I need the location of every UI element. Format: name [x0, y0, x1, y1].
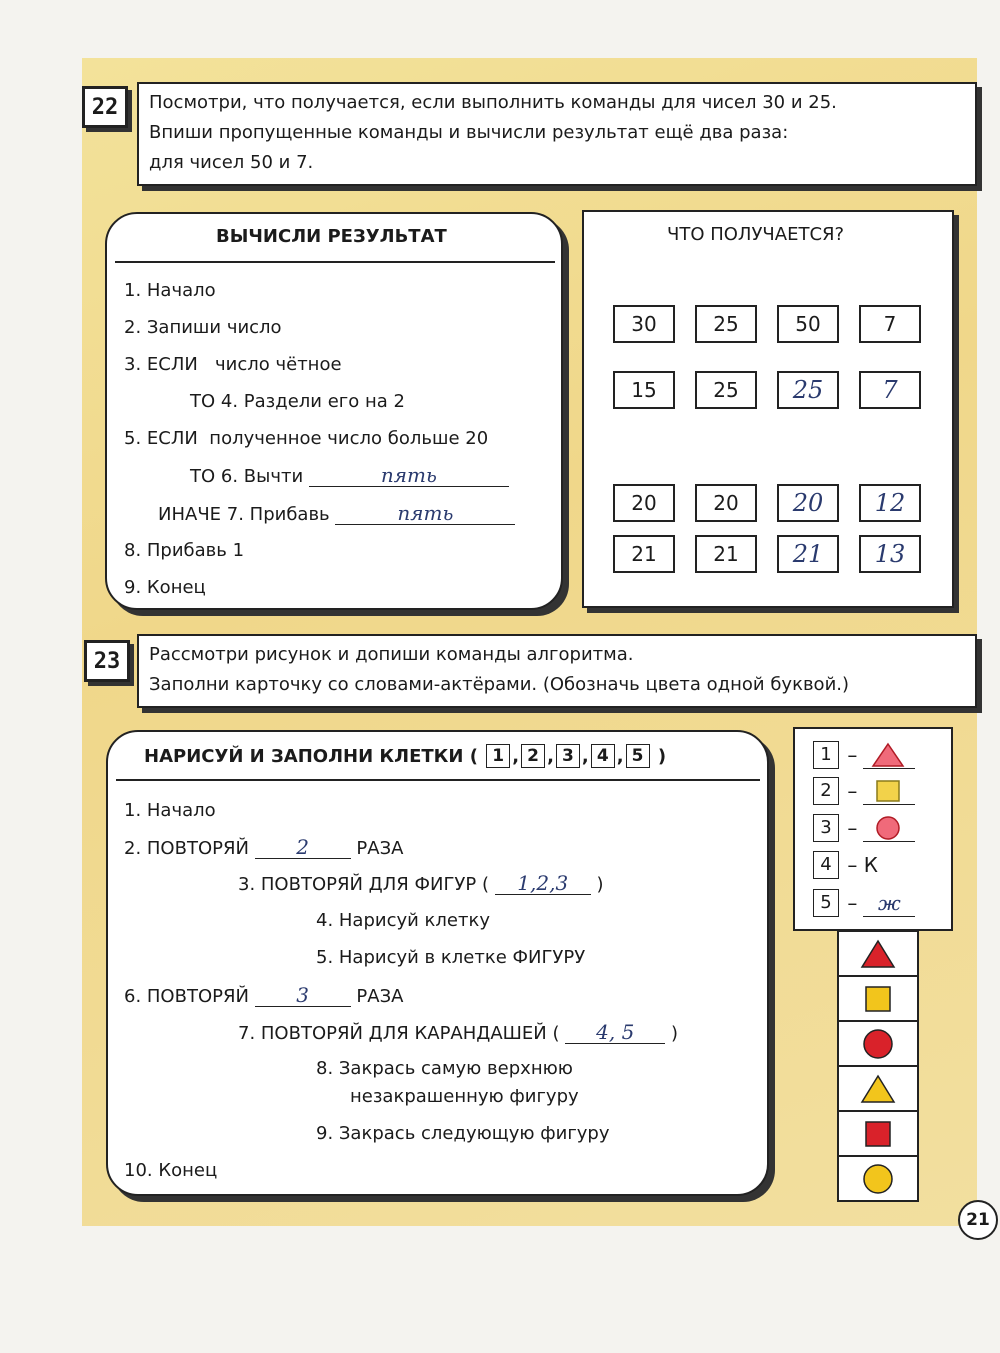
shape-cell: [839, 977, 917, 1022]
step-7: [238, 1021, 678, 1044]
handwritten-value: 12: [874, 489, 906, 517]
legend-value: К: [863, 853, 878, 877]
actor-words-card: [793, 727, 953, 931]
result-cell-answer[interactable]: [859, 535, 921, 573]
step-keyword: 3. ЕСЛИ: [124, 354, 198, 375]
square-icon: [863, 984, 893, 1014]
legend-row-3: 3 –: [811, 814, 915, 842]
repeat-count-answer[interactable]: 3: [255, 984, 351, 1007]
shape-cell: [839, 1157, 917, 1200]
task-number-22: 22: [82, 86, 128, 128]
result-cell: 50: [777, 305, 839, 343]
step-10: 10. Конец: [124, 1160, 218, 1181]
title-box: 5: [626, 744, 650, 768]
step-keyword: ТО: [190, 466, 216, 487]
step-text: ): [596, 874, 604, 895]
step-3: [238, 872, 604, 895]
step-text: 4. Раздели его на 2: [220, 391, 405, 412]
step-keyword: ИНАЧЕ: [158, 504, 222, 525]
legend-number: 3: [813, 814, 839, 842]
step-keyword: 5. ЕСЛИ: [124, 428, 198, 449]
task23-instruction: [137, 634, 977, 708]
panel-title: ВЫЧИСЛИ РЕЗУЛЬТАТ: [216, 226, 447, 247]
legend-answer[interactable]: ж: [863, 890, 915, 917]
triangle-icon: [860, 939, 896, 969]
result-cell-answer[interactable]: [777, 484, 839, 522]
circle-icon: [871, 815, 905, 841]
step-8: 8. Закрась самую верхнюю: [316, 1058, 573, 1079]
result-cell: 20: [613, 484, 675, 522]
legend-row-2: 2 –: [811, 777, 915, 805]
title-divider: [116, 779, 760, 781]
panel-title: НАРИСУЙ И ЗАПОЛНИ КЛЕТКИ: [144, 745, 464, 767]
shape-cell: [839, 1022, 917, 1067]
legend-number: 1: [813, 741, 839, 769]
step-1: 1. Начало: [124, 800, 216, 821]
title-box: 2: [521, 744, 545, 768]
result-cell: 7: [859, 305, 921, 343]
shape-stack: [837, 930, 919, 1202]
task22-instruction: [137, 82, 977, 186]
result-cell: 30: [613, 305, 675, 343]
step-9: 9. Закрась следующую фигуру: [316, 1123, 610, 1144]
handwritten-value: 7: [882, 376, 898, 404]
step-condition: число чётное: [215, 354, 342, 375]
title-box: 3: [556, 744, 580, 768]
step-9: 9. Конец: [124, 577, 206, 598]
result-cell-answer[interactable]: [777, 371, 839, 409]
handwritten-value: 20: [792, 489, 824, 517]
step-6: [124, 984, 403, 1007]
step-1: 1. Начало: [124, 280, 216, 301]
repeat-count-answer[interactable]: 2: [255, 836, 351, 859]
step-2: [124, 836, 403, 859]
step-text: 3. ПОВТОРЯЙ ДЛЯ ФИГУР (: [238, 874, 489, 895]
instruction-line: Заполни карточку со словами-актёрами. (Обозначь цвета одной буквой.): [149, 674, 850, 695]
step-text: ): [670, 1023, 678, 1044]
step-4: [190, 391, 405, 412]
result-cell-answer[interactable]: [859, 371, 921, 409]
step-6-answer[interactable]: пять: [309, 464, 509, 487]
step-text: РАЗА: [356, 838, 404, 859]
result-cell: 21: [695, 535, 757, 573]
result-cell: 25: [695, 305, 757, 343]
legend-answer[interactable]: [863, 778, 915, 805]
square-icon: [863, 1119, 893, 1149]
step-text: 6. ПОВТОРЯЙ: [124, 986, 249, 1007]
legend-row-5: 5 – ж: [811, 889, 915, 917]
page-number: 21: [958, 1200, 998, 1240]
step-text: 7. ПОВТОРЯЙ ДЛЯ КАРАНДАШЕЙ (: [238, 1023, 560, 1044]
legend-answer[interactable]: [863, 815, 915, 842]
step-text: 6. Вычти: [220, 466, 304, 487]
result-cell-answer[interactable]: [859, 484, 921, 522]
step-condition: полученное число больше 20: [209, 428, 489, 449]
handwritten-value: 25: [792, 376, 824, 404]
legend-row-1: 1 –: [811, 741, 915, 769]
legend-answer[interactable]: [863, 742, 915, 769]
step-7: [158, 502, 515, 525]
task-number-23: 23: [84, 640, 130, 682]
result-cell: 20: [695, 484, 757, 522]
instruction-line: Впиши пропущенные команды и вычисли результат ещё два раза:: [149, 122, 789, 143]
panel-title-row: НАРИСУЙ И ЗАПОЛНИ КЛЕТКИ ( 1 , 2 , 3 , 4 , 5 ): [144, 745, 667, 767]
figures-answer[interactable]: 1,2,3: [495, 872, 591, 895]
pencils-answer[interactable]: 4, 5: [565, 1021, 665, 1044]
handwritten-value: 13: [874, 540, 906, 568]
instruction-line: для чисел 50 и 7.: [149, 152, 314, 173]
result-cell: 25: [695, 371, 757, 409]
step-text: 7. Прибавь: [226, 504, 330, 525]
legend-number: 5: [813, 889, 839, 917]
step-6: [190, 464, 509, 487]
legend-row-4: 4 – К: [811, 851, 878, 879]
title-divider: [115, 261, 555, 263]
step-5: [124, 428, 488, 449]
step-keyword: ТО: [190, 391, 216, 412]
instruction-line: Посмотри, что получается, если выполнить команды для чисел 30 и 25.: [149, 92, 837, 113]
triangle-icon: [871, 742, 905, 768]
step-8: 8. Прибавь 1: [124, 540, 245, 561]
shape-cell: [839, 1067, 917, 1112]
step-text: 2. ПОВТОРЯЙ: [124, 838, 249, 859]
instruction-line: Рассмотри рисунок и допиши команды алгоритма.: [149, 644, 634, 665]
step-2: 2. Запиши число: [124, 317, 282, 338]
step-7-answer[interactable]: пять: [335, 502, 515, 525]
legend-number: 2: [813, 777, 839, 805]
square-icon: [871, 778, 905, 804]
circle-icon: [861, 1162, 895, 1196]
handwritten-value: 21: [792, 540, 824, 568]
title-box: 4: [591, 744, 615, 768]
result-cell: 21: [613, 535, 675, 573]
step-4: 4. Нарисуй клетку: [316, 910, 491, 931]
result-cell: 15: [613, 371, 675, 409]
circle-icon: [861, 1027, 895, 1061]
results-title: ЧТО ПОЛУЧАЕТСЯ?: [667, 224, 845, 245]
step-3: [124, 354, 342, 375]
triangle-icon: [860, 1074, 896, 1104]
step-8-cont: незакрашенную фигуру: [350, 1086, 579, 1107]
step-text: РАЗА: [356, 986, 404, 1007]
shape-cell: [839, 932, 917, 977]
result-cell-answer[interactable]: [777, 535, 839, 573]
step-5: 5. Нарисуй в клетке ФИГУРУ: [316, 947, 586, 968]
shape-cell: [839, 1112, 917, 1157]
title-box: 1: [486, 744, 510, 768]
legend-number: 4: [813, 851, 839, 879]
